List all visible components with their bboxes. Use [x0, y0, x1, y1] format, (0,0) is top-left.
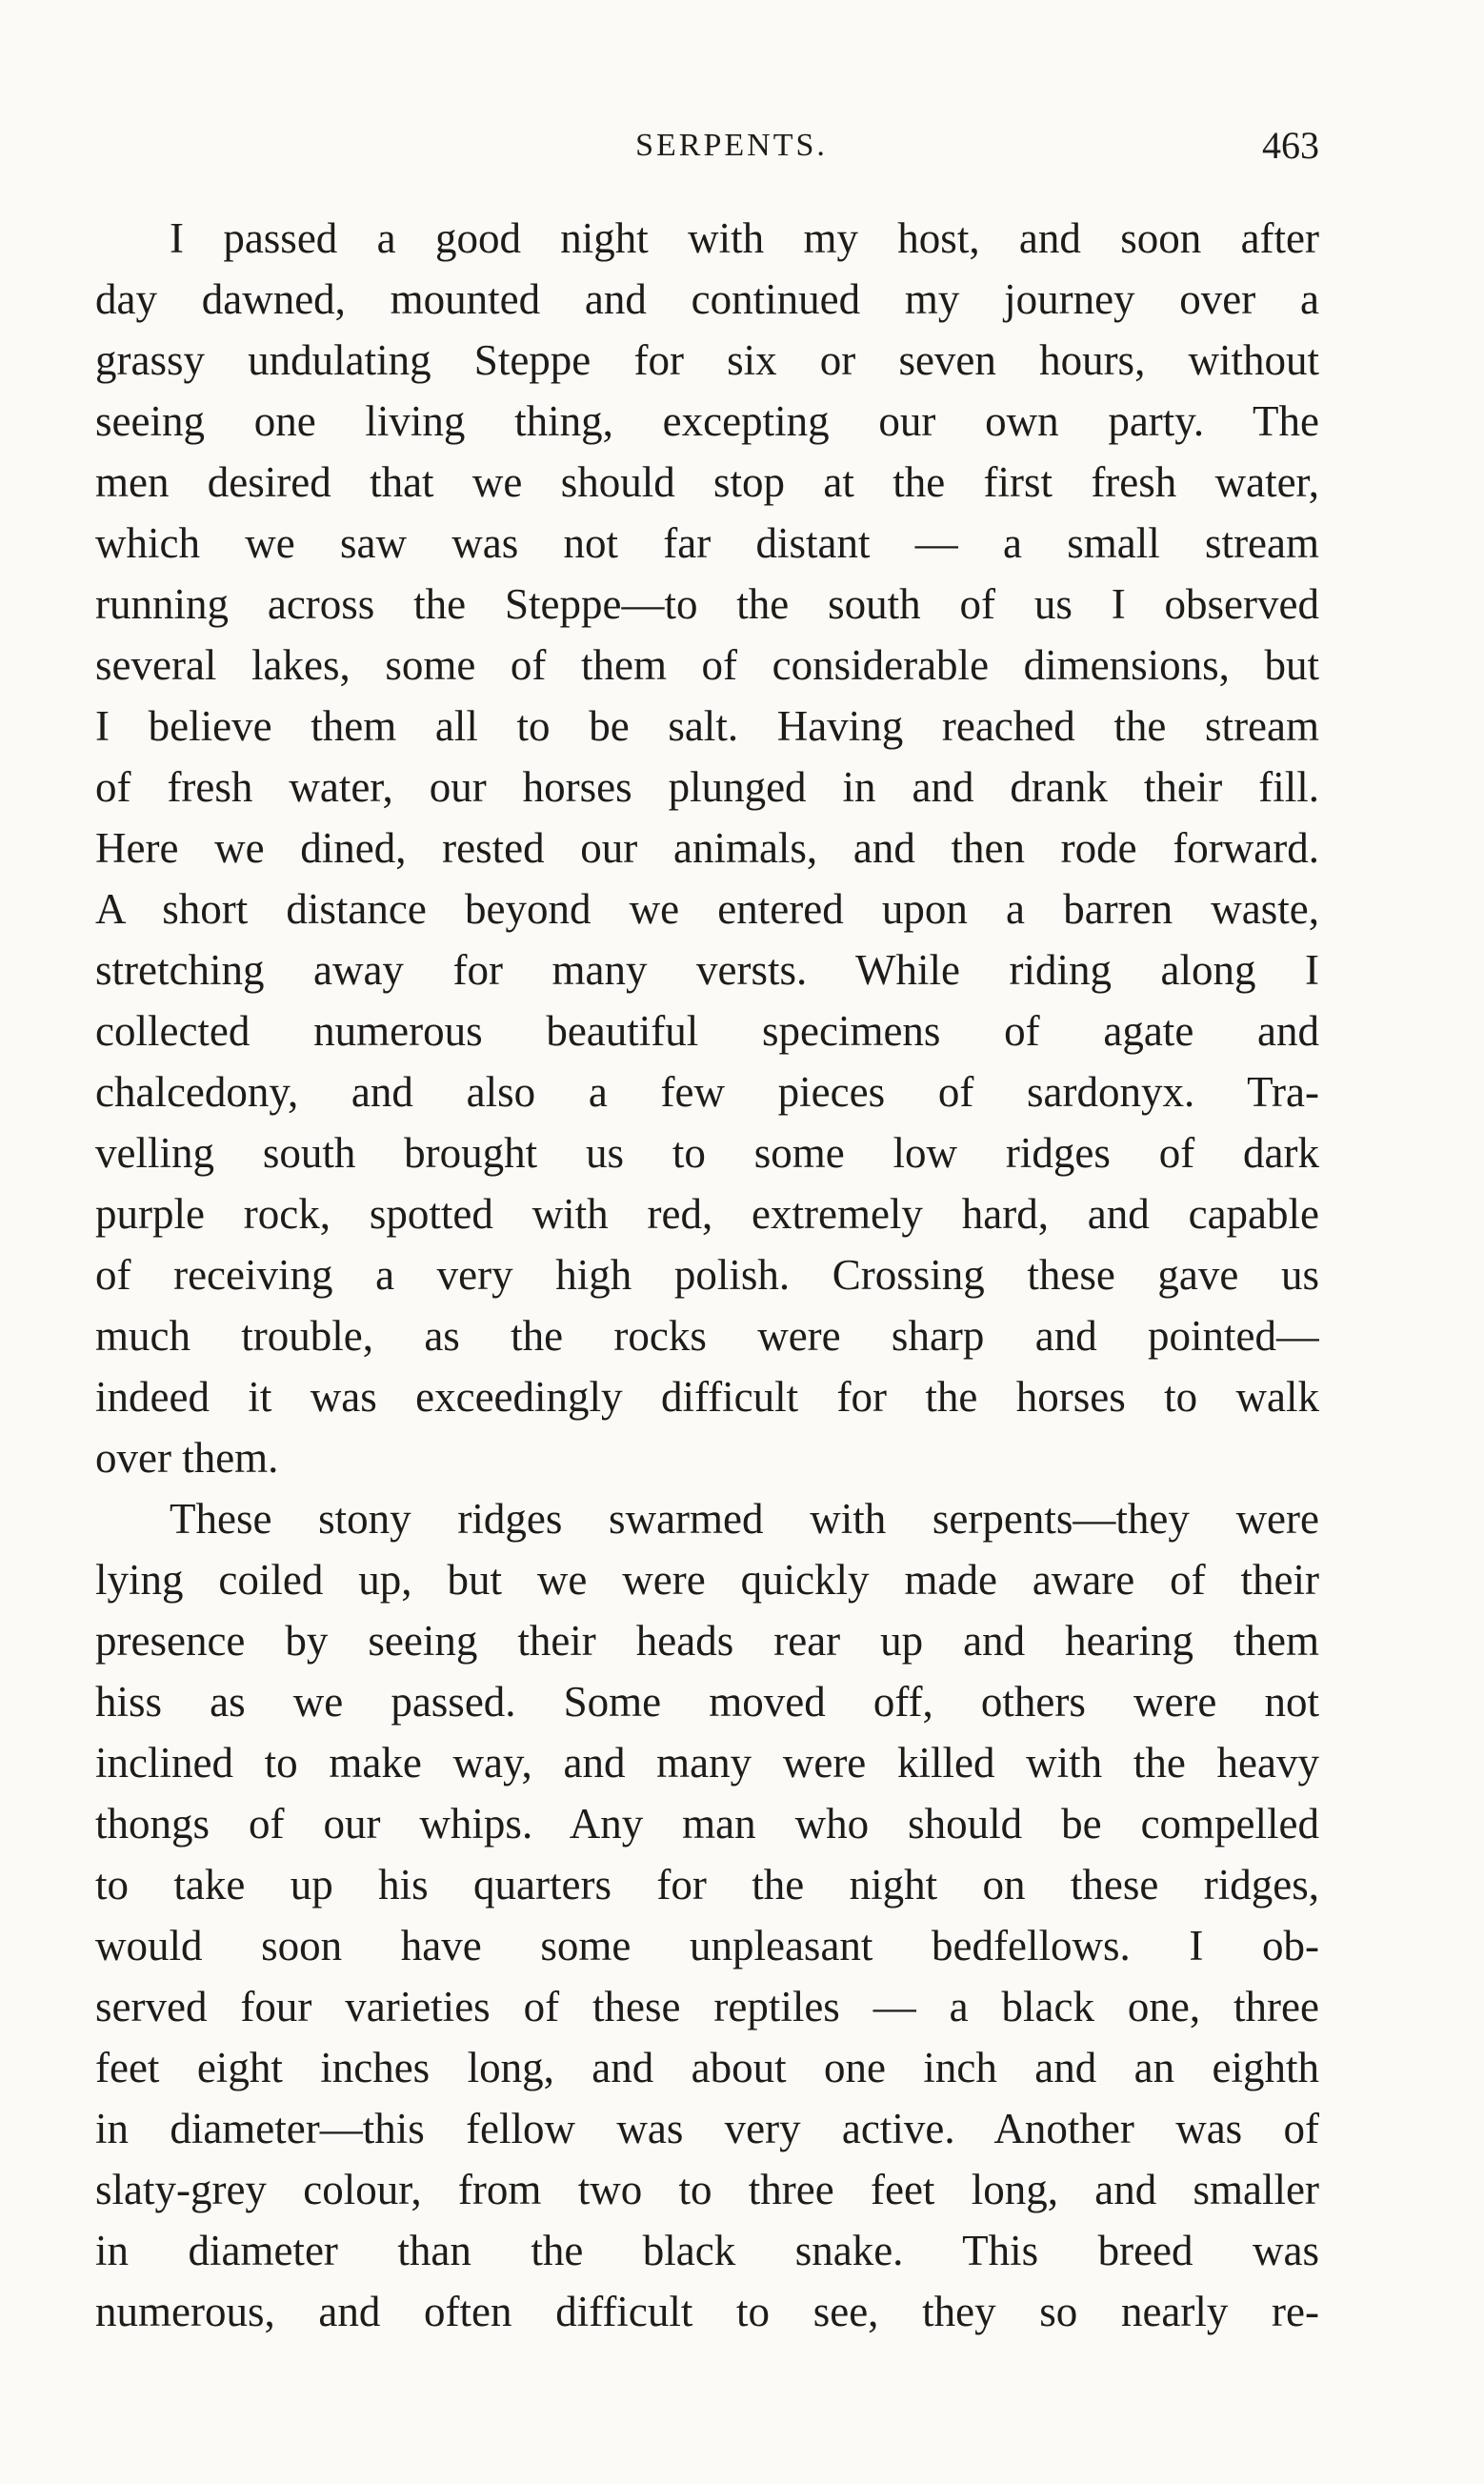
- text-line: served four varieties of these reptiles — a black one, three: [95, 1983, 1319, 2030]
- text-line: numerous, and often difficult to see, they so nearly re-: [95, 2288, 1319, 2335]
- text-line: hiss as we passed. Some moved off, others were not: [95, 1678, 1319, 1726]
- text-line: much trouble, as the rocks were sharp and pointed—: [95, 1312, 1319, 1360]
- text-line: indeed it was exceedingly difficult for the horses to walk: [95, 1373, 1319, 1421]
- text-line: which we saw was not far distant — a small stream: [95, 519, 1319, 567]
- text-line: velling south brought us to some low ridges of dark: [95, 1129, 1319, 1177]
- text-line: day dawned, mounted and continued my journey over a: [95, 275, 1319, 323]
- text-line: running across the Steppe—to the south of us I observed: [95, 580, 1319, 628]
- body-text: [95, 208, 1319, 2342]
- paragraph-2: [95, 1488, 1319, 2342]
- text-line: in diameter than the black snake. This breed was: [95, 2227, 1319, 2274]
- text-line: thongs of our whips. Any man who should be compelled: [95, 1800, 1319, 1848]
- text-line: slaty-grey colour, from two to three feet long, and smaller: [95, 2166, 1319, 2213]
- text-line: seeing one living thing, excepting our own party. The: [95, 397, 1319, 445]
- text-line: inclined to make way, and many were killed with the heavy: [95, 1739, 1319, 1787]
- text-line: stretching away for many versts. While riding along I: [95, 946, 1319, 994]
- running-title: SERPENTS.: [635, 128, 828, 163]
- text-line: several lakes, some of them of considerable dimensions, but: [95, 641, 1319, 689]
- running-head: [0, 122, 1484, 170]
- text-line: to take up his quarters for the night on these ridges,: [95, 1861, 1319, 1908]
- text-line: over them.: [95, 1434, 279, 1482]
- page-number: 463: [1262, 124, 1319, 167]
- text-line: in diameter—this fellow was very active. Another was of: [95, 2105, 1319, 2152]
- text-line: would soon have some unpleasant bedfellows. I ob-: [95, 1922, 1319, 1969]
- text-line: Here we dined, rested our animals, and then rode forward.: [95, 824, 1319, 872]
- text-line: grassy undulating Steppe for six or seven hours, without: [95, 336, 1319, 384]
- text-line: collected numerous beautiful specimens of agate and: [95, 1007, 1319, 1055]
- text-line: of receiving a very high polish. Crossing these gave us: [95, 1251, 1319, 1299]
- text-line: I passed a good night with my host, and soon after: [170, 214, 1319, 262]
- text-line: feet eight inches long, and about one inch and an eighth: [95, 2044, 1319, 2091]
- text-line: presence by seeing their heads rear up and hearing them: [95, 1617, 1319, 1665]
- text-line: purple rock, spotted with red, extremely hard, and capable: [95, 1190, 1319, 1238]
- text-line: lying coiled up, but we were quickly made aware of their: [95, 1556, 1319, 1604]
- text-line: men desired that we should stop at the first fresh water,: [95, 458, 1319, 506]
- text-line: A short distance beyond we entered upon a barren waste,: [95, 885, 1319, 933]
- text-line: I believe them all to be salt. Having reached the stream: [95, 702, 1319, 750]
- text-line: These stony ridges swarmed with serpents—they were: [170, 1495, 1319, 1543]
- text-line: chalcedony, and also a few pieces of sardonyx. Tra-: [95, 1068, 1319, 1116]
- text-line: of fresh water, our horses plunged in and drank their fill.: [95, 763, 1319, 811]
- paragraph-1: [95, 208, 1319, 1488]
